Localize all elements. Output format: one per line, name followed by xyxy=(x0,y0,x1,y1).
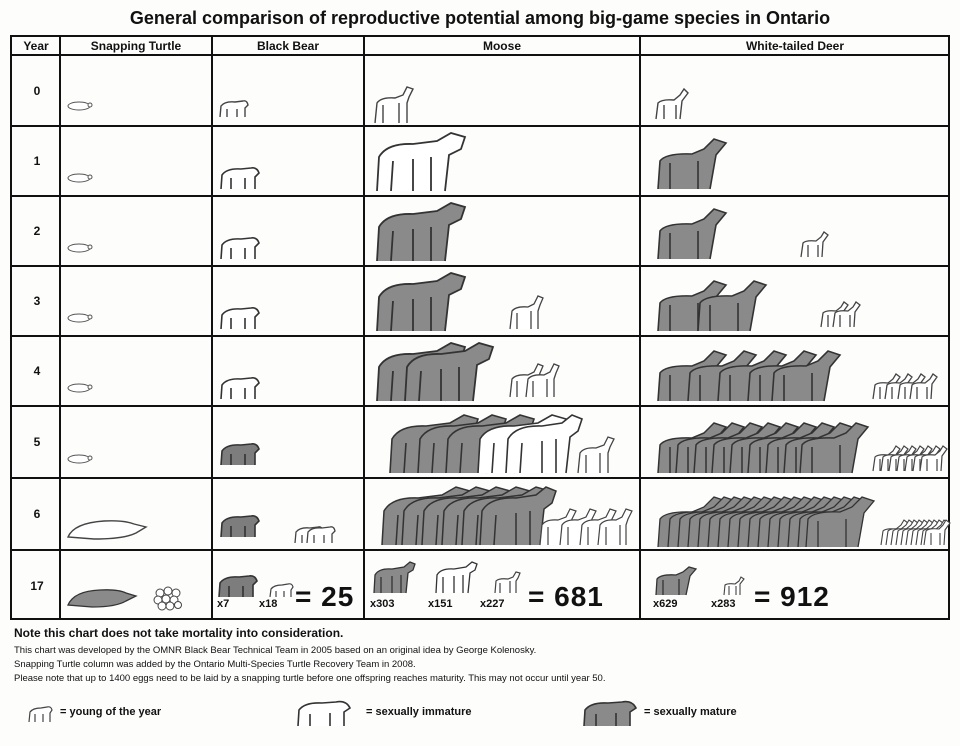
turtle-young-icon xyxy=(64,381,94,393)
notes-section xyxy=(14,626,944,686)
deer-mature-group xyxy=(652,349,852,403)
turtle-young-icon xyxy=(64,311,94,323)
bear-mature-icon xyxy=(217,439,263,467)
deer-mature-group xyxy=(652,421,872,475)
multiplier-label: x18 xyxy=(259,598,278,610)
bear-mature-icon xyxy=(215,571,261,599)
bear-immature-icon xyxy=(217,163,263,191)
header-white-tailed-deer: White-tailed Deer xyxy=(745,39,844,53)
row-divider xyxy=(12,335,948,337)
deer-young-icon xyxy=(798,229,830,259)
moose-young-icon xyxy=(506,291,546,331)
turtle-immature-icon xyxy=(64,515,150,541)
bear-immature-icon xyxy=(217,373,263,401)
bear-total: = 25 xyxy=(295,581,355,612)
year-label: 4 xyxy=(33,364,41,378)
year-label: 2 xyxy=(33,224,41,238)
moose-young-icon xyxy=(492,569,524,595)
row-divider xyxy=(12,195,948,197)
turtle-eggs-note: Please note that up to 1400 eggs need to be laid by a snapping turtle before one offspring reaches maturity. This may not occur until year 50. xyxy=(14,673,606,684)
multiplier-label: x227 xyxy=(480,598,505,610)
year-label: 3 xyxy=(33,294,41,308)
year-label: 5 xyxy=(33,435,41,449)
deer-mature-icon xyxy=(652,207,730,261)
moose-mature-icon xyxy=(369,271,469,333)
deer-mature-group xyxy=(652,495,882,549)
row-divider xyxy=(12,477,948,479)
bear-immature-icon xyxy=(217,233,263,261)
bear-young-group xyxy=(292,523,338,545)
row-divider xyxy=(12,125,948,127)
moose-mature-group xyxy=(369,341,499,403)
moose-immature-icon xyxy=(432,559,478,595)
deer-young-group xyxy=(870,371,942,401)
multiplier-label: x151 xyxy=(428,598,453,610)
row-divider xyxy=(12,549,948,551)
legend-immature-icon xyxy=(294,696,354,728)
legend-mature-label: = sexually mature xyxy=(644,706,737,718)
header-moose: Moose xyxy=(482,39,521,53)
legend-mature-icon xyxy=(580,696,640,728)
multiplier-label: x7 xyxy=(217,598,230,610)
legend-immature-label: = sexually immature xyxy=(366,706,472,718)
deer-total: = 912 xyxy=(754,581,830,612)
row-divider xyxy=(12,405,948,407)
row-divider xyxy=(12,54,948,56)
turtle-young-icon xyxy=(64,171,94,183)
moose-total: = 681 xyxy=(528,581,604,612)
legend-young-label: = young of the year xyxy=(60,706,162,718)
row-divider xyxy=(12,265,948,267)
legend-young-icon xyxy=(26,704,56,724)
turtle-young-icon xyxy=(64,452,94,464)
mortality-note: Note this chart does not take mortality into consideration. xyxy=(14,626,344,640)
legend-young xyxy=(26,696,276,730)
deer-mature-group xyxy=(652,279,782,333)
header-year: Year xyxy=(23,39,49,53)
year-label: 1 xyxy=(33,154,41,168)
comparison-table xyxy=(10,35,950,620)
turtle-young-icon xyxy=(64,241,94,253)
turtle-young-icon xyxy=(64,99,94,111)
moose-mixed-group xyxy=(382,411,632,475)
multiplier-label: x303 xyxy=(370,598,395,610)
bear-young-icon xyxy=(217,97,251,119)
bear-immature-icon xyxy=(217,303,263,331)
bear-mature-icon xyxy=(217,511,263,539)
legend-immature xyxy=(294,696,534,730)
moose-young-group xyxy=(506,359,566,399)
deer-young-icon xyxy=(652,85,690,121)
year-label: 0 xyxy=(33,84,41,98)
header-black-bear: Black Bear xyxy=(256,39,320,53)
turtle-credit-note: Snapping Turtle column was added by the Ontario Multi-Species Turtle Recovery Team in 2008. xyxy=(14,659,416,670)
moose-mixed-group xyxy=(374,483,636,547)
moose-mature-icon xyxy=(369,201,469,263)
deer-mature-icon xyxy=(652,137,730,191)
turtle-mature-icon xyxy=(64,585,138,609)
moose-immature-icon xyxy=(369,131,469,193)
chart-title: General comparison of reproductive potential among big-game species in Ontario xyxy=(129,8,831,28)
deer-young-group xyxy=(818,299,868,329)
year-label: 6 xyxy=(33,507,41,521)
moose-mature-icon xyxy=(370,559,416,595)
header-snapping-turtle: Snapping Turtle xyxy=(90,39,182,53)
deer-mature-icon xyxy=(652,565,698,597)
deer-young-group xyxy=(878,517,952,547)
multiplier-label: x629 xyxy=(653,598,678,610)
deer-young-icon xyxy=(722,575,746,597)
deer-young-group xyxy=(870,443,948,473)
multiplier-label: x283 xyxy=(711,598,736,610)
legend-mature xyxy=(580,696,780,730)
credit-note: This chart was developed by the OMNR Black Bear Technical Team in 2005 based on an original idea by George Kolenosky. xyxy=(14,645,537,656)
bear-young-icon xyxy=(267,581,297,599)
moose-young-icon xyxy=(369,81,417,125)
year-label: 17 xyxy=(30,579,44,593)
turtle-eggs-icon xyxy=(152,585,184,611)
